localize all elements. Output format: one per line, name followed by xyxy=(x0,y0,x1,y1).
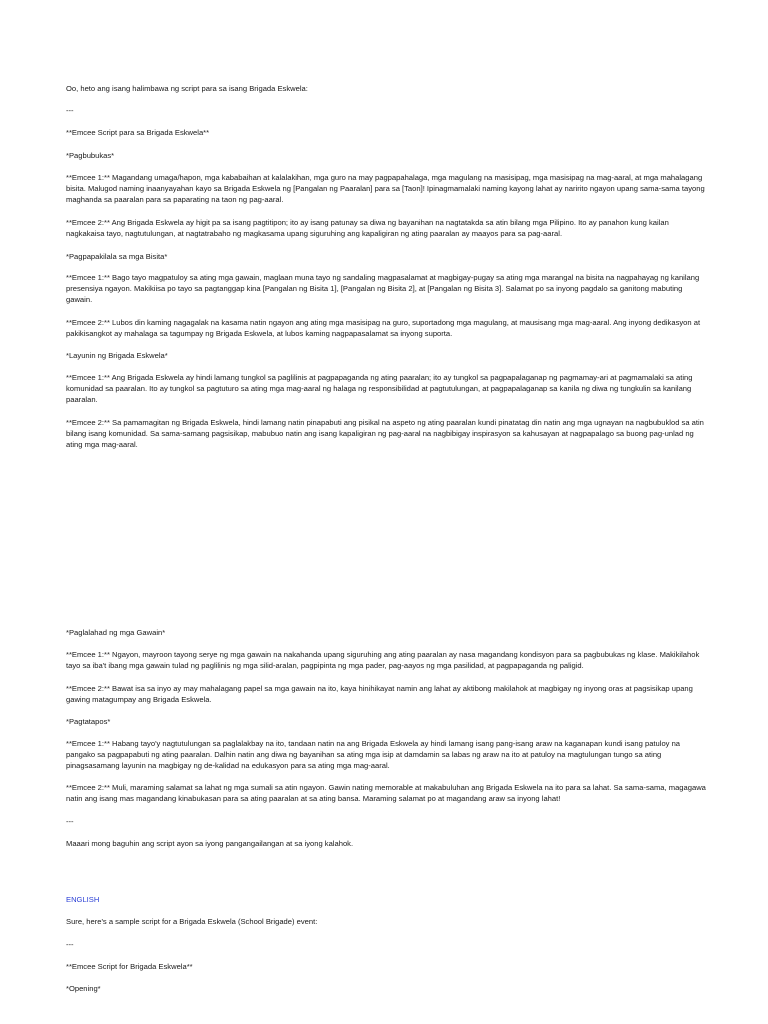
section-heading-closing: *Pagtatapos* xyxy=(66,717,111,726)
paragraph-emcee2-goals: **Emcee 2:** Sa pamamagitan ng Brigada Eskwela, hindi lamang natin pinapabuti ang pisikal na aspeto ng ating paaralan kundi pinatatag din natin ang mga ugnayan na nagbubuklod sa atin bilang isang komunidad. Sa sama-samang pagsisikap, mabubuo natin ang isang kapaligiran ng pag-aaral na nagbibigay inspirasyon sa kahusayan at nagpapalago sa buong pag-unlad ng ating mga mag-aaral. xyxy=(66,418,704,450)
paragraph-emcee1-activities: **Emcee 1:** Ngayon, mayroon tayong serye ng mga gawain na nakahanda upang siguruhing ang ating paaralan ay nasa magandang kondisyon para sa pagbubukas ng klase. Makikilahok tayo sa iba't ibang mga gawain tulad ng paglilinis ng mga silid-aralan, pagpipinta ng mga pader, pag-aayos ng mga pasilidad, at pagpapaganda ng paligid. xyxy=(66,650,700,671)
script-title: **Emcee Script para sa Brigada Eskwela** xyxy=(66,128,210,137)
separator: --- xyxy=(66,106,74,115)
paragraph-emcee2-activities: **Emcee 2:** Bawat isa sa inyo ay may mahalagang papel sa mga gawain na ito, kaya hinihikayat namin ang lahat ay aktibong makilahok at magbigay ng inyong oras at pagsisikap upang gawing matagumpay ang Brigada Eskwela. xyxy=(66,684,693,705)
english-section-heading-opening: *Opening* xyxy=(66,984,101,993)
paragraph-emcee1-closing: **Emcee 1:** Habang tayo'y nagtutulungan sa paglalakbay na ito, tandaan natin na ang Brigada Eskwela ay hindi lamang isang pang-isang araw na kaganapan kundi isang patuloy na pangako sa pagpapabuti ng ating paaralan. Dalhin natin ang diwa ng bayanihan sa ating mga isip at damdamin sa labas ng araw na ito at patuloy na magtulungan tungo sa ating pinagsasamang layunin na magbigay ng de-kalidad na edukasyon para sa ating mga mag-aaral. xyxy=(66,739,681,771)
english-script-title: **Emcee Script for Brigada Eskwela** xyxy=(66,962,193,971)
paragraph-emcee2-guests: **Emcee 2:** Lubos din kaming nagagalak na kasama natin ngayon ang ating mga masisipag na guro, suportadong mga magulang, at mausisang mga mag-aaral. Ang inyong dedikasyon at pakikisangkot ay mahalaga sa tagumpay ng Brigada Eskwela, at lubos kaming nagpapasalamat sa inyong suporta. xyxy=(66,318,701,339)
section-heading-goals: *Layunin ng Brigada Eskwela* xyxy=(66,351,168,360)
paragraph-emcee1-opening: **Emcee 1:** Magandang umaga/hapon, mga kababaihan at kalalakihan, mga guro na may pagpapahalaga, mga magulang na masisipag, mga masisipag na mag-aaral, at mga mahalagang bisita. Malugod naming inaanyayahan kayo sa Brigada Eskwela ng [Pangalan ng Paaralan] para sa [Taon]! Ipinagmamalaki naming kayong lahat ay naririto ngayon upang sama-sama tayong maghanda sa paaralan para sa paparating na taon ng pag-aaral. xyxy=(66,173,705,205)
section-heading-opening: *Pagbubukas* xyxy=(66,151,115,160)
paragraph-emcee1-guests: **Emcee 1:** Bago tayo magpatuloy sa ating mga gawain, maglaan muna tayo ng sandaling magpasalamat at magbigay-pugay sa ating mga marangal na bisita na nagpahayag ng kanilang presensiya ngayon. Makikiisa po tayo sa pagtanggap kina [Pangalan ng Bisita 1], [Pangalan ng Bisita 2], at [Pangalan ng Bisita 3]. Salamat po sa inyong pagdalo sa ganitong mabuting gawain. xyxy=(66,273,700,305)
english-section-label: ENGLISH xyxy=(66,895,100,904)
paragraph-emcee1-goals: **Emcee 1:** Ang Brigada Eskwela ay hindi lamang tungkol sa paglilinis at pagpapaganda ng ating paaralan; ito ay tungkol sa pagpapalaganap ng pagmamay-ari at pagmamalaki sa ating komunidad sa paaralan. Ito ay tungkol sa pagtuturo sa ating mga mag-aaral ng halaga ng responsibilidad at pagtutulungan, at pagpapalaganap sa kanila ng diwa ng tungkulin sa kanilang paaralan. xyxy=(66,373,693,405)
separator: --- xyxy=(66,817,74,826)
english-intro-line: Sure, here's a sample script for a Brigada Eskwela (School Brigade) event: xyxy=(66,917,318,926)
section-heading-activities: *Paglalahad ng mga Gawain* xyxy=(66,628,166,637)
section-heading-guests: *Pagpapakilala sa mga Bisita* xyxy=(66,252,168,261)
paragraph-emcee2-opening: **Emcee 2:** Ang Brigada Eskwela ay higit pa sa isang pagtitipon; ito ay isang patunay sa diwa ng bayanihan na nagtatakda sa atin bilang mga Pilipino. Ito ay panahon kung kailan nagkakaisa tayo, nagtutulungan, at nagtatrabaho ng magkasama upang siguruhing ang kapaligiran ng ating paaralan ay maayos para sa pag-aaral. xyxy=(66,218,669,239)
paragraph-emcee2-closing: **Emcee 2:** Muli, maraming salamat sa lahat ng mga sumali sa atin ngayon. Gawin nating memorable at makabuluhan ang Brigada Eskwela na ito para sa lahat. Sa sama-sama, magagawa natin ang isang mas magandang kinabukasan para sa ating paaralan at sa ating bansa. Maraming salamat po at magandang araw sa inyong lahat! xyxy=(66,783,706,804)
outro-line: Maaari mong baguhin ang script ayon sa iyong pangangailangan at sa iyong kalahok. xyxy=(66,839,354,848)
separator: --- xyxy=(66,940,74,949)
intro-line: Oo, heto ang isang halimbawa ng script para sa isang Brigada Eskwela: xyxy=(66,84,308,93)
